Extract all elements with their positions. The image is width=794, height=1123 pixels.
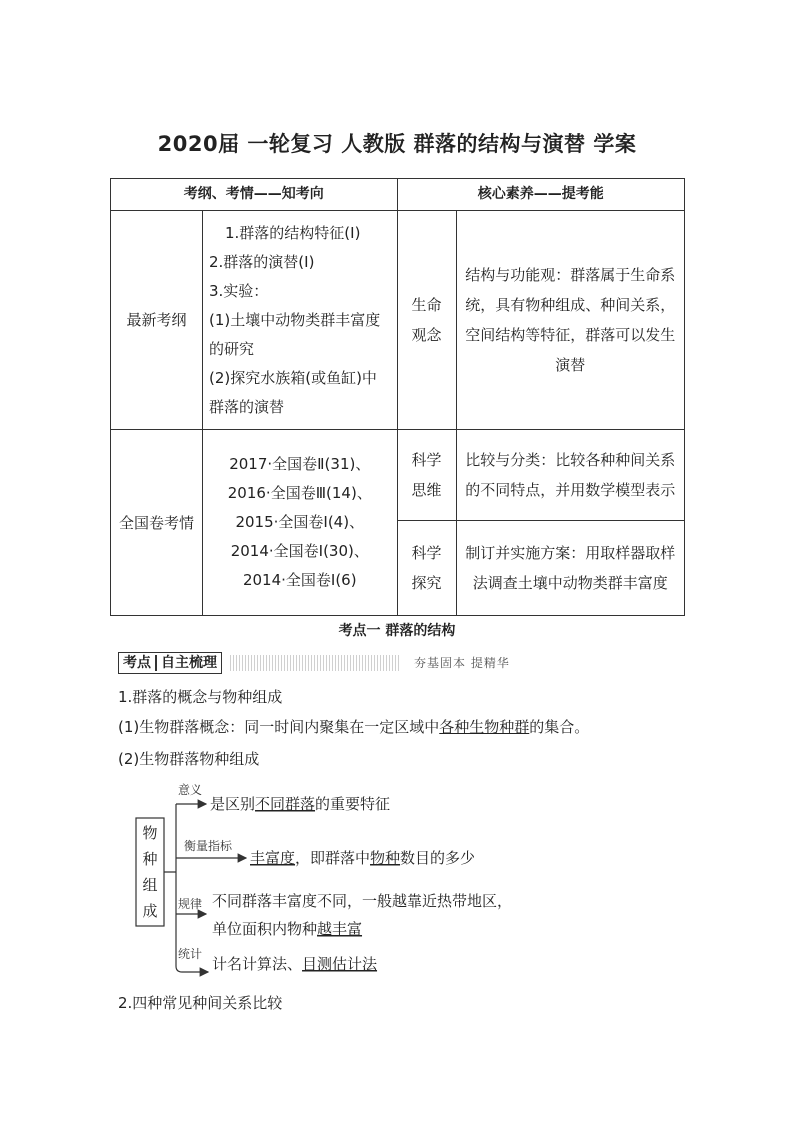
heading-2: 2.四种常见种间关系比较: [118, 994, 283, 1012]
diagram-root: [142, 824, 157, 920]
list-item: 2014·全国卷Ⅰ(6): [242, 571, 357, 589]
branch-text-rule-1: 不同群落丰富度不同，一般越靠近热带地区，: [212, 892, 513, 910]
page-title: 2020届 一轮复习 人教版 群落的结构与演替 学案: [157, 132, 637, 156]
syllabus-table: [110, 178, 685, 616]
list-item: 2016·全国卷Ⅲ(14)、: [227, 484, 372, 502]
exam-list: [202, 430, 397, 616]
header-right: 核心素养——提考能: [397, 179, 684, 211]
species-composition-diagram: [130, 778, 550, 983]
branch-text-rule-2: 单位面积内物种越丰富: [212, 920, 363, 938]
branch-key: 意义: [178, 783, 203, 797]
paragraph-composition: (2)生物群落物种组成: [118, 750, 260, 768]
row-label-syllabus: 最新考纲: [111, 211, 203, 430]
list-item: (2)探究水族箱(或鱼缸)中: [208, 368, 377, 387]
banner-pattern: [230, 655, 400, 671]
svg-text:物: 物: [142, 824, 158, 842]
list-item: 3.实验：: [208, 281, 269, 300]
list-item: 2.群落的演替(Ⅰ): [208, 252, 315, 271]
row-label-exam: 全国卷考情: [111, 430, 203, 616]
banner-tag: 夯基固本 提精华: [414, 656, 510, 670]
list-item: 2015·全国卷Ⅰ(4)、: [235, 513, 365, 531]
list-item: 2014·全国卷Ⅰ(30)、: [230, 542, 369, 560]
branch-text-measure: 丰富度，即群落中物种数目的多少: [250, 849, 476, 867]
list-item: (1)土壤中动物类群丰富度: [208, 310, 381, 329]
competency-name: 生命观念: [397, 211, 456, 430]
section-banner: [118, 652, 510, 674]
list-item: 的研究: [208, 339, 254, 358]
list-item: 群落的演替: [208, 397, 284, 416]
banner-label: 考点 自主梳理: [118, 652, 222, 674]
branch-text-stats: 计名计算法、目测估计法: [212, 955, 378, 973]
svg-text:种: 种: [142, 850, 158, 868]
section-title: 考点一 群落的结构: [338, 623, 456, 639]
competency-text: 制订并实施方案：用取样器取样法调查土壤中动物类群丰富度: [456, 521, 684, 616]
competency-text: 比较与分类：比较各种种间关系的不同特点，并用数学模型表示: [456, 430, 684, 521]
header-left: 考纲、考情——知考向: [111, 179, 398, 211]
list-item: 2017·全国卷Ⅱ(31)、: [229, 455, 371, 473]
competency-text: 结构与功能观：群落属于生命系统，具有物种组成、种间关系，空间结构等特征，群落可以发生演替: [456, 211, 684, 430]
list-item: 1.群落的结构特征(Ⅰ): [224, 223, 361, 242]
branch-text-meaning: 是区别不同群落的重要特征: [210, 795, 391, 813]
heading-1: 1.群落的概念与物种组成: [118, 688, 283, 706]
competency-name: 科学探究: [397, 521, 456, 616]
svg-text:组: 组: [142, 876, 158, 894]
paragraph-concept: (1)生物群落概念：同一时间内聚集在一定区域中各种生物种群的集合。: [118, 718, 590, 736]
branch-key: 规律: [178, 897, 203, 911]
competency-name: 科学思维: [397, 430, 456, 521]
branch-key: 衡量指标: [184, 839, 233, 853]
svg-text:成: 成: [142, 902, 158, 920]
syllabus-list: [202, 211, 397, 430]
branch-key: 统计: [178, 947, 203, 961]
